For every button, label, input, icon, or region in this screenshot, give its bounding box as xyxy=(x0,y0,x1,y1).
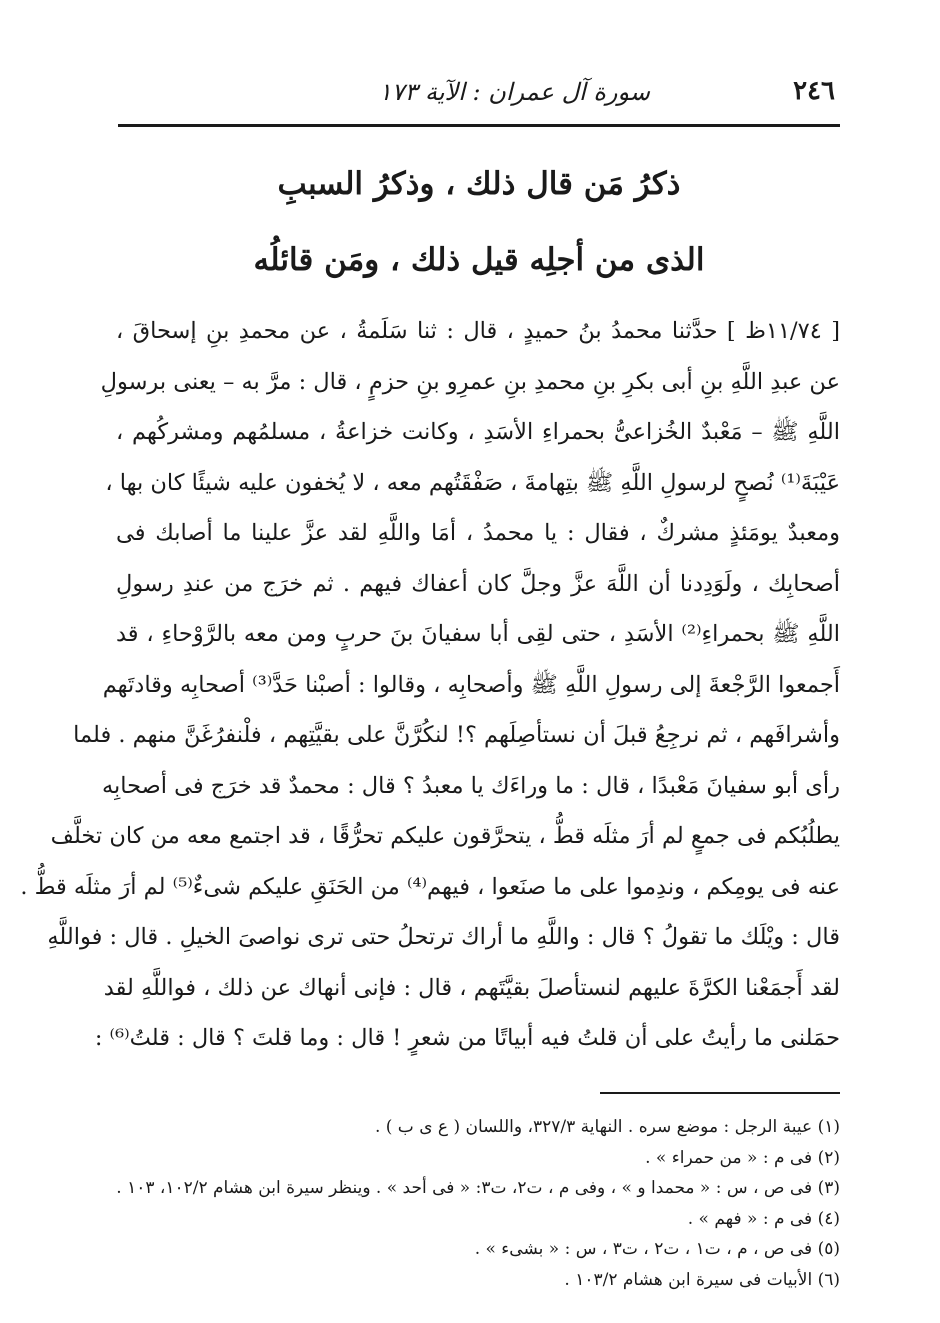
footnote: (٢) فى م : « من حمراء » . xyxy=(645,1147,840,1168)
body-line: أصحابِك ، ولَوَدِدنا أن اللَّهَ عزَّ وجلَّ كان أعفاك فيهم . ثم خرَج من عندِ رسولِ xyxy=(116,570,840,597)
body-line: اللَّهِ ﷺ بحمراءِ⁽²⁾ الأسَدِ ، حتى لقِى أبا سفيانَ بنَ حربٍ ومن معه بالرَّوْحاءِ ، قد xyxy=(116,621,841,647)
footnote-rule xyxy=(600,1092,840,1094)
page-number: ٢٤٦ xyxy=(793,76,835,106)
footnote: (٦) الأبيات فى سيرة ابن هشام ١٠٣/٢ . xyxy=(564,1269,840,1290)
body-line: اللَّهِ ﷺ – مَعْبدٌ الخُزاعىُّ بحمراءِ الأسَدِ ، وكانت خزاعةُ ، مسلمُهم ومشركُهم ، xyxy=(116,419,840,445)
footnote: (٣) فى ص ، س : « محمدا و » ، وفى م ، ت٢، ت٣: « فى أحد » . وينظر سيرة ابن هشام ١٠٢/٢، ١٠٣ . xyxy=(116,1178,840,1198)
body-line: عنه فى يومِكم ، وندِموا على ما صنَعوا ، فيهم⁽⁴⁾ من الحَنَقِ عليكم شىءٌ⁽⁵⁾ لم أرَ مثلَه قطُّ . xyxy=(20,873,840,900)
running-head xyxy=(120,76,835,116)
header-rule xyxy=(118,124,840,127)
body-line: أَجمعوا الرَّجْعةَ إلى رسولِ اللَّهِ ﷺ وأصحابِه ، وقالوا : أصبْنا حَدَّ⁽³⁾ أصحابِه وقادتَهم xyxy=(102,671,840,698)
body-line: عَيْبَةَ⁽¹⁾ نُصحٍ لرسولِ اللَّهِ ﷺ بتِهامةَ ، صَفْقَتُهم معه ، لا يُخفون عليه شيئًا كان بها ، xyxy=(105,469,840,496)
section-heading-line-2: الذى من أجلِه قيل ذلك ، ومَن قائلُه xyxy=(253,242,705,278)
body-line: عن عبدِ اللَّهِ بنِ أبى بكرِ بنِ محمدِ بنِ عمرِو بنِ حزمٍ ، قال : مرَّ به – يعنى برسولِ xyxy=(100,368,840,395)
footnote: (١) عيبة الرجل : موضع سره . النهاية ٣٢٧/٣، واللسان ( ع ى ب ) . xyxy=(374,1117,840,1137)
body-line: [ ١١/٧٤ظ ] حدَّثنا محمدُ بنُ حميدٍ ، قال : ثنا سَلَمةُ ، عن محمدِ بنِ إسحاقَ ، xyxy=(116,318,840,344)
body-line: وأشرافَهم ، ثم نرجِعُ قبلَ أن نستأصِلَهم ؟! لنكُرَّنَّ على بقيَّتِهم ، فلْنفرُغَنَّ منهم . فلما xyxy=(73,722,840,748)
body-text xyxy=(20,306,841,1064)
running-title: سورة آل عمران : الآية ١٧٣ xyxy=(378,78,650,106)
body-line: لقد أَجمَعْنا الكرَّةَ عليهم لنستأصلَ بقيَّتَهم ، قال : فإنى أنهاك عن ذلك ، فواللَّهِ لقد xyxy=(103,974,840,1001)
section-heading-line-1: ذكرُ مَن قال ذلك ، وذكرُ السببِ xyxy=(277,166,681,202)
body-line: ومعبدٌ يومَئذٍ مشركٌ ، فقال : يا محمدُ ، أمَا واللَّهِ لقد عزَّ علينا ما أصابك فى xyxy=(116,520,840,546)
footnote: (٤) فى م : « فهم » . xyxy=(687,1208,840,1229)
body-line: قال : ويْلَك ما تقولُ ؟ قال : واللَّهِ ما أراك ترتحلُ حتى ترى نواصىَ الخيلِ . قال : فواللَّهِ xyxy=(47,924,840,950)
body-line: حمَلنى ما رأيتُ على أن قلتُ فيه أبياتًا من شعرٍ ! قال : وما قلتَ ؟ قال : قلتُ⁽⁶⁾ : xyxy=(94,1025,840,1051)
body-line: يطلُبُكم فى جمعٍ لم أرَ مثلَه قطُّ ، يتحرَّقون عليكم تحرُّقًا ، قد اجتمع معه من كان تخلَّف xyxy=(50,823,840,849)
footnote: (٥) فى ص ، م ، ت١ ، ت٢ ، ت٣ ، س : « بشىء » . xyxy=(474,1239,840,1259)
body-line: رأى أبو سفيانَ مَعْبدًا ، قال : ما وراءَك يا معبدُ ؟ قال : محمدٌ قد خرَج فى أصحابِه xyxy=(101,772,840,799)
footnotes xyxy=(116,1112,840,1295)
